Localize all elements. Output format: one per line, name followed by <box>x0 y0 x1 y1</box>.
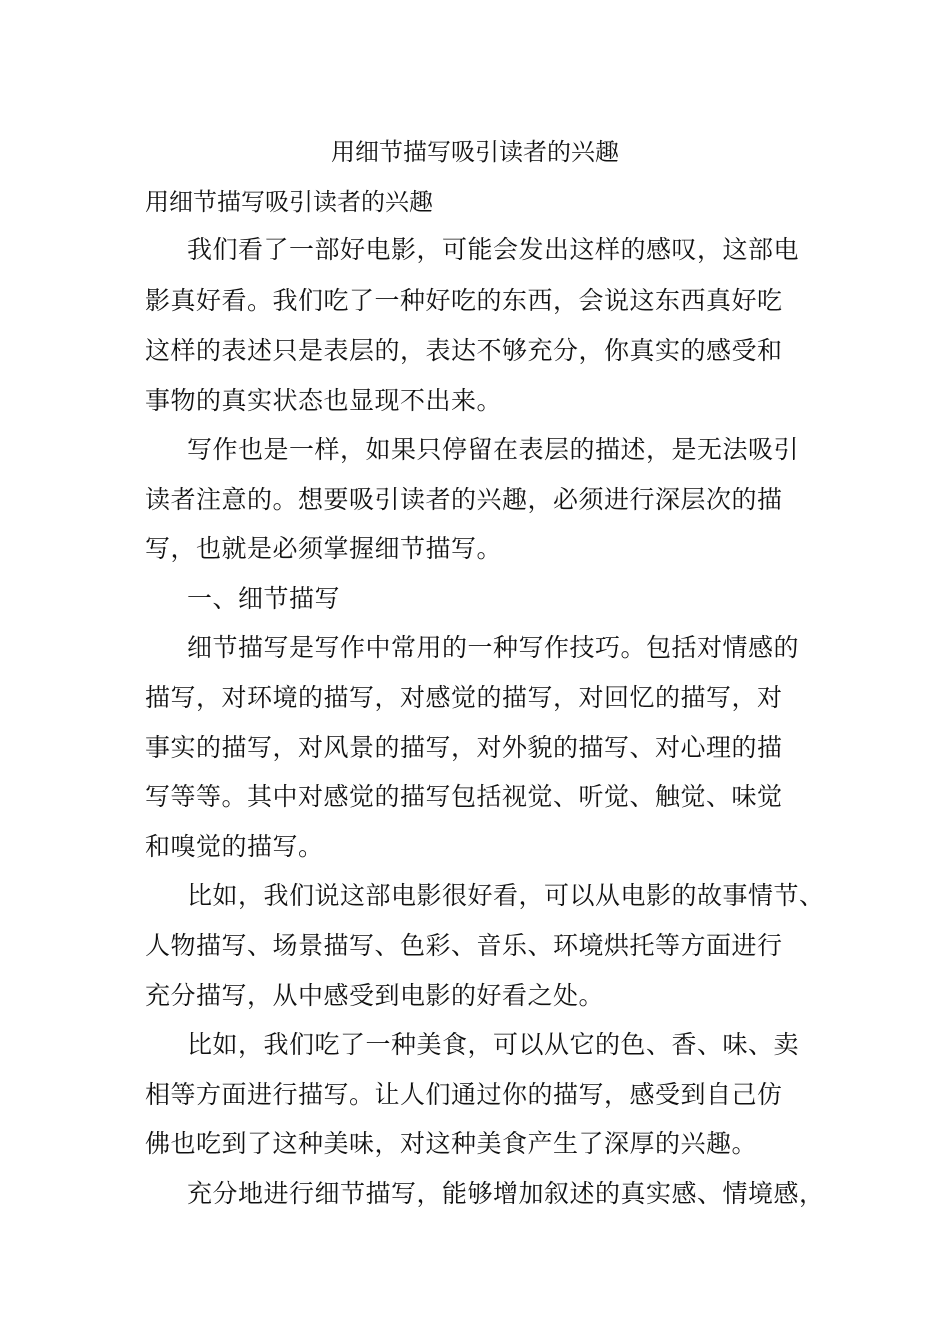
paragraph-3-line-4: 写等等。其中对感觉的描写包括视觉、听觉、触觉、味觉 <box>145 782 783 811</box>
paragraph-2-line-1: 写作也是一样，如果只停留在表层的描述，是无法吸引 <box>187 435 800 464</box>
paragraph-2-line-3: 写，也就是必须掌握细节描写。 <box>145 534 503 563</box>
paragraph-5-line-1: 比如，我们吃了一种美食，可以从它的色、香、味、卖 <box>187 1030 800 1059</box>
paragraph-5-line-2: 相等方面进行描写。让人们通过你的描写，感受到自己仿 <box>145 1080 783 1109</box>
paragraph-4-line-3: 充分描写，从中感受到电影的好看之处。 <box>145 981 605 1010</box>
paragraph-5-line-3: 佛也吃到了这种美味，对这种美食产生了深厚的兴趣。 <box>145 1129 758 1158</box>
paragraph-1-line-4: 事物的真实状态也显现不出来。 <box>145 386 503 415</box>
paragraph-4-line-2: 人物描写、场景描写、色彩、音乐、环境烘托等方面进行 <box>145 931 783 960</box>
paragraph-1-line-1: 我们看了一部好电影，可能会发出这样的感叹，这部电 <box>187 235 800 264</box>
paragraph-1-line-2: 影真好看。我们吃了一种好吃的东西，会说这东西真好吃 <box>145 286 783 315</box>
paragraph-3-line-3: 事实的描写，对风景的描写，对外貌的描写、对心理的描 <box>145 733 783 762</box>
paragraph-1-line-3: 这样的表述只是表层的，表达不够充分，你真实的感受和 <box>145 336 783 365</box>
document-title: 用细节描写吸引读者的兴趣 <box>331 138 619 166</box>
paragraph-6-line-1: 充分地进行细节描写，能够增加叙述的真实感、情境感， <box>187 1179 825 1208</box>
paragraph-4-line-1: 比如，我们说这部电影很好看，可以从电影的故事情节、 <box>187 881 825 910</box>
section-heading: 一、细节描写 <box>187 584 341 613</box>
document-subtitle: 用细节描写吸引读者的兴趣 <box>145 188 433 216</box>
paragraph-3-line-1: 细节描写是写作中常用的一种写作技巧。包括对情感的 <box>187 633 800 662</box>
paragraph-2-line-2: 读者注意的。想要吸引读者的兴趣，必须进行深层次的描 <box>145 485 783 514</box>
paragraph-3-line-5: 和嗅觉的描写。 <box>145 832 324 861</box>
paragraph-3-line-2: 描写，对环境的描写，对感觉的描写，对回忆的描写，对 <box>145 683 783 712</box>
